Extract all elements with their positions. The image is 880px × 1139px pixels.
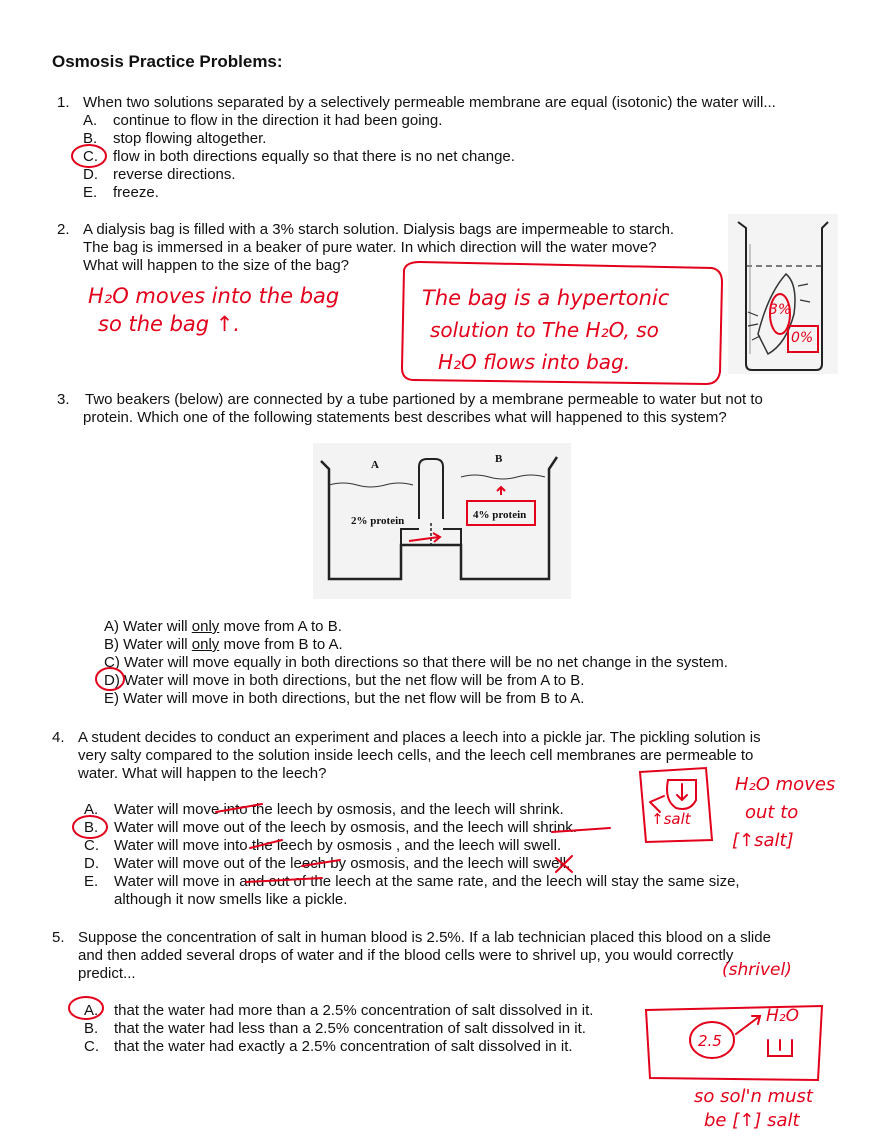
page-title: Osmosis Practice Problems:	[52, 52, 283, 71]
arrow-drawing	[736, 1016, 760, 1034]
question-text: and then added several drops of water and if the blood cells were to shrivel up, you would correctly	[78, 947, 734, 964]
leech-drawing	[650, 780, 696, 812]
question-text: protein. Which one of the following statements best describes what will happened to this system?	[83, 409, 727, 426]
question-number: 5.	[52, 929, 65, 946]
handwritten-answer: [↑salt]	[732, 830, 794, 851]
question-number: 1.	[57, 94, 70, 111]
option-letter: C.	[84, 1038, 99, 1055]
bracket-drawing	[768, 1040, 792, 1056]
option-letter: A.	[84, 801, 99, 818]
option-text: although it now smells like a pickle.	[114, 891, 348, 908]
handwritten-label: H₂O	[766, 1006, 799, 1026]
option-text: Water will move into the leech by osmosis , and the leech will swell.	[114, 837, 562, 854]
option: B) Water will only move from B to A.	[104, 636, 343, 653]
option-text: that the water had exactly a 2.5% concentration of salt dissolved in it.	[114, 1038, 573, 1055]
option-letter: A.	[83, 112, 98, 129]
leech-box	[640, 768, 712, 842]
option-text: reverse directions.	[113, 166, 236, 183]
option-text: Water will move in and out of the leech at the same rate, and the leech will stay the same size,	[114, 873, 740, 890]
question-text: The bag is immersed in a beaker of pure water. In which direction will the water move?	[83, 239, 657, 256]
handwritten-answer: H₂O flows into bag.	[438, 350, 631, 374]
option-letter: B.	[83, 130, 98, 147]
handwritten-answer: H₂O moves	[735, 774, 836, 795]
option-text: Water will move out of the leech by osmosis, and the leech will shrink.	[114, 819, 577, 836]
option-letter: C.	[83, 148, 98, 165]
question-text: very salty compared to the solution inside leech cells, and the leech cell membranes are permeable to	[78, 747, 754, 764]
option: C) Water will move equally in both directions so that there will be no net change in the system.	[104, 654, 728, 671]
handwritten-label: ↑salt	[651, 810, 691, 828]
beaker-a-label: A	[371, 459, 379, 471]
option-letter: A.	[84, 1002, 99, 1019]
beaker-b-label: B	[495, 453, 503, 465]
option-text: freeze.	[113, 184, 159, 201]
question-text: When two solutions separated by a selectively permeable membrane are equal (isotonic) the water will...	[83, 94, 776, 111]
question-text: A dialysis bag is filled with a 3% starch solution. Dialysis bags are impermeable to starch.	[83, 221, 675, 238]
option-text: Water will move into the leech by osmosis, and the leech will shrink.	[114, 801, 564, 818]
right-solution-label: 4% protein	[473, 509, 527, 521]
handwritten-label: 0%	[791, 330, 814, 346]
left-solution-label: 2% protein	[351, 515, 405, 527]
handwritten-answer: The bag is a hypertonic	[422, 286, 670, 310]
option-letter: E.	[84, 873, 99, 890]
two-beaker-figure	[313, 443, 571, 599]
handwritten-answer: so the bag ↑.	[98, 312, 241, 336]
option-text: that the water had less than a 2.5% concentration of salt dissolved in it.	[114, 1020, 586, 1037]
handwritten-answer: so sol'n must	[694, 1086, 813, 1107]
option-text: stop flowing altogether.	[113, 130, 267, 147]
handwritten-answer: out to	[745, 802, 799, 823]
option: A) Water will only move from A to B.	[104, 618, 342, 635]
question-text: A student decides to conduct an experiment and places a leech into a pickle jar. The pickling solution is	[78, 729, 761, 746]
handwritten-label: 3%	[769, 302, 792, 318]
option-letter: E.	[83, 184, 98, 201]
handwritten-answer: solution to The H₂O, so	[430, 318, 659, 342]
question-text: water. What will happen to the leech?	[78, 765, 327, 782]
question-text: What will happen to the size of the bag?	[83, 257, 350, 274]
option: D) Water will move in both directions, but the net flow will be from A to B.	[104, 672, 585, 689]
question-number: 4.	[52, 729, 65, 746]
question-text: Suppose the concentration of salt in human blood is 2.5%. If a lab technician placed this blood on a slide	[78, 929, 771, 946]
option-text: flow in both directions equally so that there is no net change.	[113, 148, 515, 165]
handwritten-label: 2.5	[698, 1032, 722, 1050]
question-number: 2.	[57, 221, 70, 238]
handwritten-note: (shrivel)	[722, 960, 792, 980]
question-text: Two beakers (below) are connected by a tube partioned by a membrane permeable to water but not to	[85, 391, 763, 408]
option: E) Water will move in both directions, but the net flow will be from B to A.	[104, 690, 585, 707]
handwritten-answer: be [↑] salt	[704, 1110, 800, 1131]
option-letter: B.	[84, 1020, 99, 1037]
option-letter: B.	[84, 819, 99, 836]
option-letter: C.	[84, 837, 99, 854]
question-number: 3.	[57, 391, 70, 408]
option-letter: D.	[83, 166, 98, 183]
option-text: that the water had more than a 2.5% concentration of salt dissolved in it.	[114, 1002, 594, 1019]
option-letter: D.	[84, 855, 99, 872]
handwritten-answer: H₂O moves into the bag	[88, 284, 340, 308]
option-text: continue to flow in the direction it had been going.	[113, 112, 443, 129]
option-text: Water will move out of the leech by osmosis, and the leech will swell.	[114, 855, 571, 872]
beaker-figure	[728, 214, 838, 374]
question-text: predict...	[78, 965, 136, 982]
